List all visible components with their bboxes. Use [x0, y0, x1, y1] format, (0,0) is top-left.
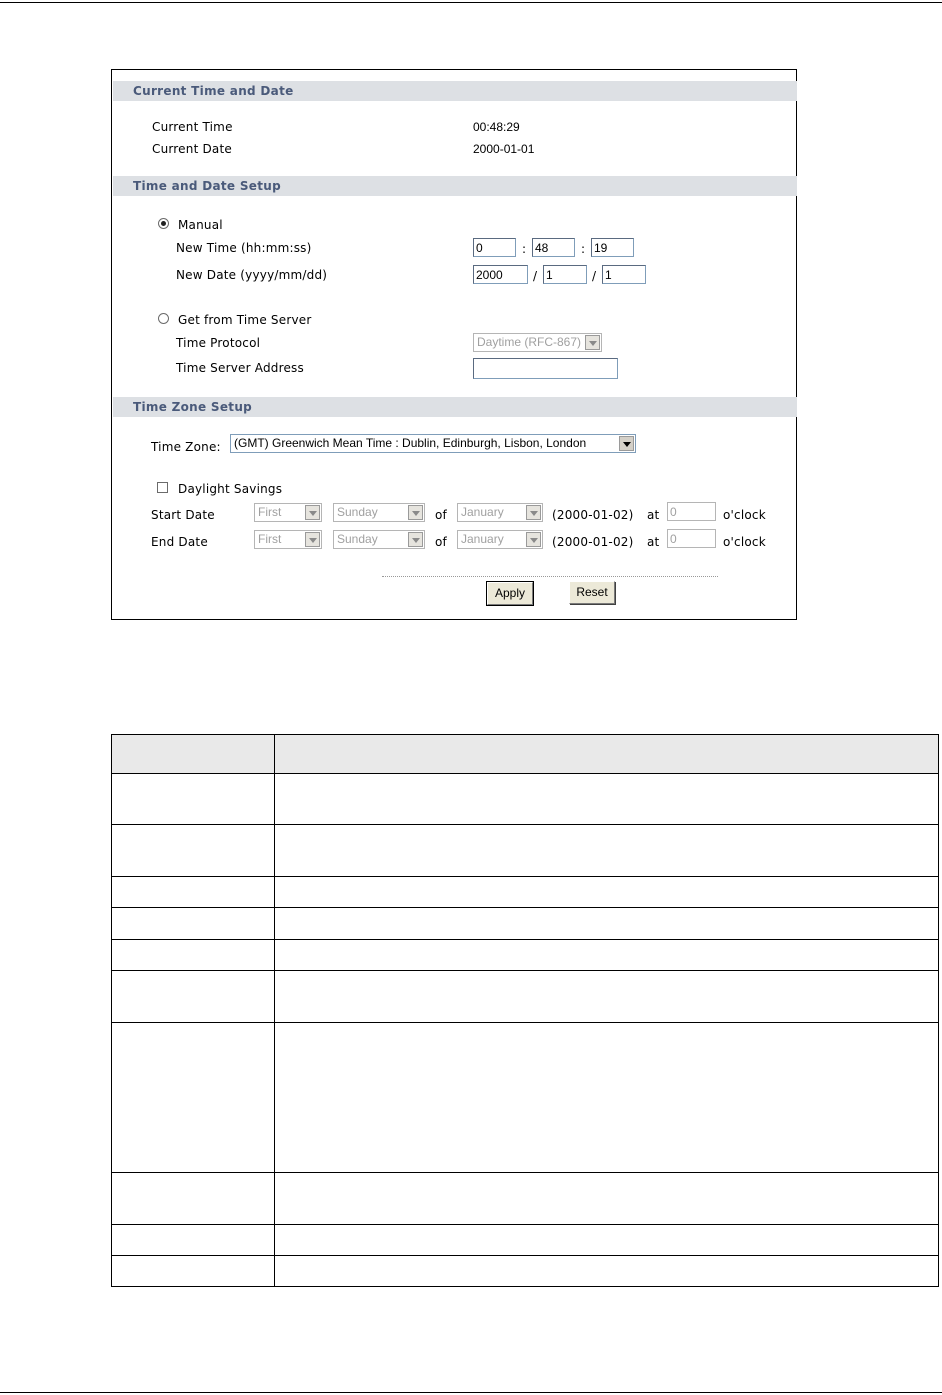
year-input[interactable] [473, 265, 528, 284]
start-at-label: at [647, 508, 660, 522]
start-month-value: January [461, 505, 504, 519]
table-cell [112, 940, 275, 971]
time-separator-1: : [522, 242, 527, 256]
table-cell [275, 971, 939, 1023]
table-cell [275, 825, 939, 877]
start-date-label: Start Date [151, 508, 215, 522]
section-header-current: Current Time and Date [113, 81, 797, 101]
daylight-savings-label: Daylight Savings [178, 482, 283, 496]
manual-radio-dot [161, 221, 166, 226]
table-header-cell [112, 735, 275, 774]
table-cell [275, 877, 939, 908]
time-zone-label: Time Zone: [151, 440, 221, 454]
start-weekday-select[interactable] [333, 503, 425, 522]
section-header-zone: Time Zone Setup [113, 397, 797, 417]
start-computed-date: (2000-01-02) [552, 508, 634, 522]
table-row [112, 877, 939, 908]
table-row [112, 1225, 939, 1256]
end-date-label: End Date [151, 535, 208, 549]
table-cell [112, 1256, 275, 1287]
section-header-setup: Time and Date Setup [113, 176, 797, 196]
time-server-address-label: Time Server Address [176, 361, 304, 375]
manual-radio[interactable] [158, 218, 169, 229]
start-month-select[interactable] [457, 503, 543, 522]
table-row [112, 825, 939, 877]
table-cell [275, 1225, 939, 1256]
top-rule [0, 2, 942, 3]
time-server-label: Get from Time Server [178, 313, 312, 327]
table-row [112, 1173, 939, 1225]
current-date-value: 2000-01-01 [473, 142, 535, 156]
end-oclock-label: o'clock [723, 535, 766, 549]
table-row [112, 774, 939, 825]
table-row [112, 1023, 939, 1173]
month-input[interactable] [543, 265, 587, 284]
chevron-down-icon [585, 335, 600, 350]
second-input[interactable] [591, 238, 634, 257]
bottom-rule [0, 1392, 942, 1393]
table-cell [112, 1225, 275, 1256]
end-weekday-select[interactable] [333, 530, 425, 549]
field-description-table [111, 734, 939, 1287]
table-cell [275, 1256, 939, 1287]
time-zone-value: (GMT) Greenwich Mean Time : Dublin, Edinburgh, Lisbon, London [234, 436, 587, 450]
day-input[interactable] [602, 265, 646, 284]
table-cell [112, 971, 275, 1023]
end-hour-input[interactable] [667, 529, 716, 548]
end-month-select[interactable] [457, 530, 543, 549]
current-time-label: Current Time [152, 120, 233, 134]
date-separator-1: / [533, 269, 538, 283]
start-week-select[interactable] [254, 503, 322, 522]
table-header-row [112, 735, 939, 774]
table-row [112, 940, 939, 971]
hour-input[interactable] [473, 238, 516, 257]
table-cell [112, 1173, 275, 1225]
chevron-down-icon [619, 436, 634, 451]
chevron-down-icon [526, 532, 541, 547]
table-row [112, 908, 939, 940]
table-row [112, 971, 939, 1023]
chevron-down-icon [305, 505, 320, 520]
date-separator-2: / [592, 269, 597, 283]
manual-label: Manual [178, 218, 223, 232]
table-cell [112, 825, 275, 877]
new-time-label: New Time (hh:mm:ss) [176, 241, 312, 255]
time-separator-2: : [581, 242, 586, 256]
end-of-label: of [435, 535, 447, 549]
table-cell [275, 940, 939, 971]
end-month-value: January [461, 532, 504, 546]
reset-button[interactable]: Reset [569, 581, 615, 604]
end-week-select[interactable] [254, 530, 322, 549]
table-cell [275, 774, 939, 825]
chevron-down-icon [526, 505, 541, 520]
button-divider [382, 576, 718, 577]
current-time-value: 00:48:29 [473, 120, 520, 134]
table-cell [112, 774, 275, 825]
table-row [112, 1256, 939, 1287]
start-weekday-value: Sunday [337, 505, 378, 519]
time-server-address-input[interactable] [473, 358, 618, 379]
chevron-down-icon [305, 532, 320, 547]
start-of-label: of [435, 508, 447, 522]
new-date-label: New Date (yyyy/mm/dd) [176, 268, 328, 282]
table-cell [112, 1023, 275, 1173]
table-cell [112, 908, 275, 940]
time-server-radio[interactable] [158, 313, 169, 324]
time-settings-panel [111, 69, 797, 620]
current-date-label: Current Date [152, 142, 232, 156]
table-cell [275, 908, 939, 940]
minute-input[interactable] [532, 238, 575, 257]
apply-button[interactable]: Apply [487, 582, 533, 605]
table-cell [112, 877, 275, 908]
chevron-down-icon [408, 532, 423, 547]
end-at-label: at [647, 535, 660, 549]
time-protocol-select[interactable] [473, 333, 602, 352]
end-week-value: First [258, 532, 282, 546]
start-oclock-label: o'clock [723, 508, 766, 522]
daylight-savings-checkbox[interactable] [157, 482, 168, 493]
table-header-cell [275, 735, 939, 774]
end-computed-date: (2000-01-02) [552, 535, 634, 549]
time-protocol-label: Time Protocol [176, 336, 261, 350]
time-zone-select[interactable] [230, 434, 636, 453]
start-week-value: First [258, 505, 282, 519]
start-hour-input[interactable] [667, 502, 716, 521]
table-cell [275, 1173, 939, 1225]
chevron-down-icon [408, 505, 423, 520]
table-cell [275, 1023, 939, 1173]
end-weekday-value: Sunday [337, 532, 378, 546]
time-protocol-value: Daytime (RFC-867) [477, 335, 582, 349]
